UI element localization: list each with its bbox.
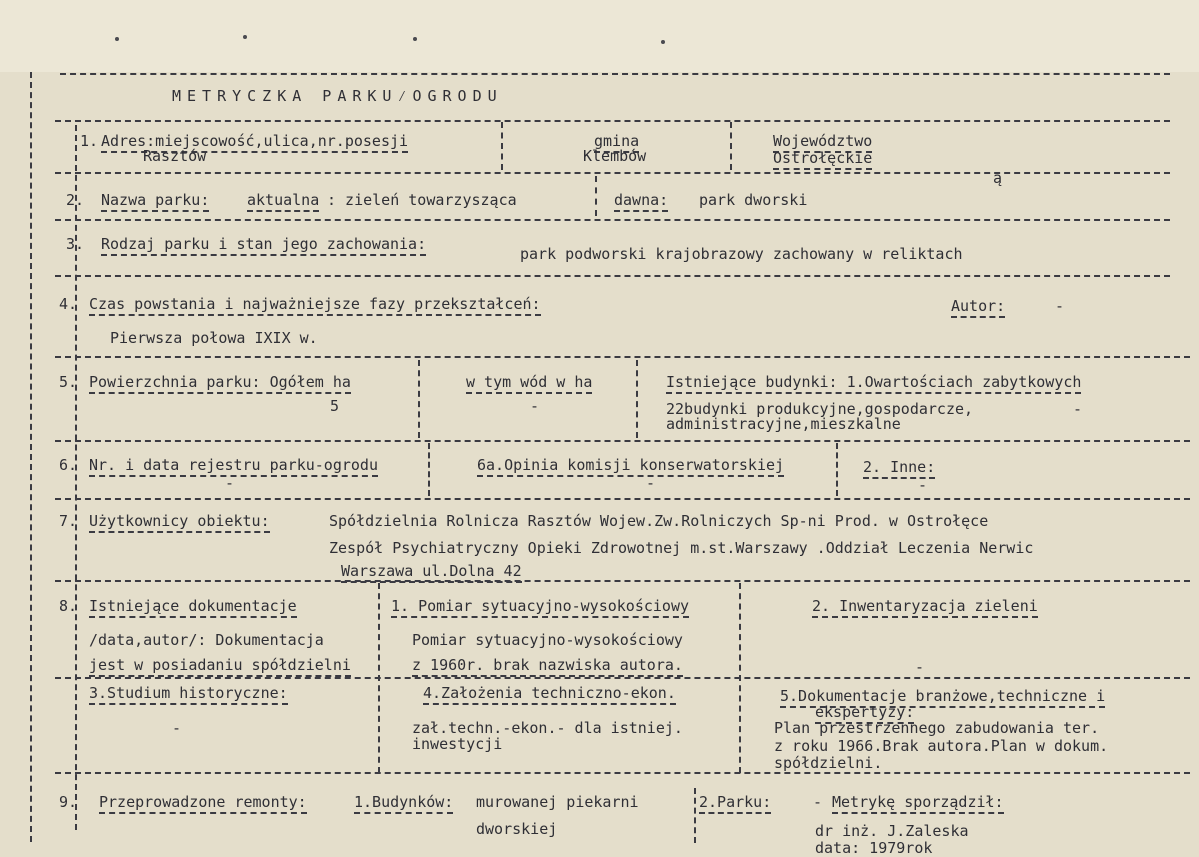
previous-card-edge [0,0,1199,72]
buildings-label: Istniejące budynki: 1.Owartościach zabytkowych [666,374,1081,390]
ruling-line [60,73,1170,75]
documentation-line-1: /data,autor/: Dokumentacja [89,631,324,649]
paper-speck [115,37,119,41]
creation-period-label: Czas powstania i najważniejsze fazy przekształceń: [89,296,541,312]
ruling-line [55,580,1190,582]
ruling-line [55,172,1170,174]
row-number: 5. [59,373,78,391]
paper-speck [413,37,417,41]
cell-divider [739,583,741,773]
other-label: 2. Inne: [863,459,935,475]
address-label: Adres:miejscowość,ulica,nr.posesji [101,133,408,149]
buildings-line-1: 22budynki produkcyjne,gospodarcze, [666,400,974,418]
cell-divider [595,176,597,216]
ruling-line [55,219,1170,221]
historical-study-value: - [172,719,182,737]
author-value: - [1055,297,1065,315]
row-number: 6. [59,456,78,474]
users-label: Użytkownicy obiektu: [89,513,270,529]
ruling-line [55,120,1170,122]
renovations-label: Przeprowadzone remonty: [99,794,307,810]
row-number: 8. [59,597,78,615]
park-area-label: Powierzchnia parku: Ogółem ha [89,374,351,390]
cell-divider [418,360,420,438]
paper-speck [243,35,247,39]
address-value: Rasztów [143,147,207,165]
conservation-opinion-value: - [646,474,656,492]
water-area-value: - [530,397,540,415]
row-number: 1. [80,132,99,150]
row-number: 7. [59,512,78,530]
users-line-2: Zespół Psychiatryczny Opieki Zdrowotnej m.st.Warszawy .Oddział Leczenia Nerwic [329,539,1034,557]
survey-label: 1. Pomiar sytuacyjno-wysokościowy [391,598,689,614]
creation-period-value: Pierwsza połowa IXIX w. [110,329,318,347]
water-area-label: w tym wód w ha [466,374,592,390]
ruling-line [55,677,1190,679]
cell-divider [378,583,380,773]
card-title: METRYCZKA PARKU⁄OGRODU [172,87,503,105]
row-number: 4. [59,295,78,313]
conservation-opinion-label: 6a.Opinia komisji konserwatorskiej [477,457,784,473]
prepared-by-date: data: 1979rok [815,839,933,857]
number-column-line [75,125,77,830]
branch-docs-label-1: 5.Dokumentacje branżowe,techniczne i [780,688,1105,704]
buildings-line-2: administracyjne,mieszkalne [666,415,901,433]
ruling-line [55,440,1190,442]
greenery-inventory-value: - [915,658,925,676]
prepared-by-dash: - [813,793,823,811]
ruling-line [55,498,1190,500]
technical-assumptions-line-2: inwestycji [412,735,503,753]
gmina-label: gmina [594,133,639,149]
users-line-1: Spółdzielnia Rolnicza Rasztów Wojew.Zw.Rolniczych Sp-ni Prod. w Ostrołęce [329,512,989,530]
cell-divider [428,443,430,496]
branch-docs-line-2: z roku 1966.Brak autora.Plan w dokum. [774,737,1109,755]
branch-docs-line-1: Plan przestrzennego zabudowania ter. [774,719,1100,737]
row-number: 9. [59,793,78,811]
technical-assumptions-label: 4.Założenia techniczno-ekon. [423,685,676,701]
author-label: Autor: [951,298,1005,314]
register-value: - [225,474,235,492]
voivodeship-label: Województwo [773,133,872,149]
survey-line-1: Pomiar sytuacyjno-wysokościowy [412,631,683,649]
users-line-3: Warszawa ul.Dolna 42 [341,563,522,579]
documentation-line-2: jest w posiadaniu spółdzielni [89,657,351,673]
cell-divider [636,360,638,438]
row-number: 3. [66,235,85,253]
renovations-buildings-value-1: murowanej piekarni [476,793,639,811]
ruling-line [55,275,1170,277]
left-margin-line [30,72,32,842]
park-name-former-value: park dworski [699,191,808,209]
other-value: - [918,476,928,494]
buildings-dash: - [1073,400,1083,418]
prepared-by-label: Metrykę sporządził: [832,794,1004,810]
park-name-current-label: aktualna [247,192,319,208]
typed-correction-mark: ą [993,169,1003,187]
prepared-by-author: dr inż. J.Zaleska [815,822,969,840]
survey-line-2: z 1960r. brak nazwiska autora. [412,657,683,673]
paper-speck [661,40,665,44]
greenery-inventory-label: 2. Inwentaryzacja zieleni [812,598,1038,614]
renovations-buildings-value-2: dworskiej [476,820,558,838]
park-name-label: Nazwa parku: [101,192,209,208]
ruling-line [55,772,1190,774]
branch-docs-line-3: spółdzielni. [774,754,883,772]
gmina-value: Klembów [583,147,647,165]
cell-divider [501,122,503,170]
technical-assumptions-line-1: zał.techn.-ekon.- dla istniej. [412,719,683,737]
branch-docs-label-2: ekspertyzy: [815,704,914,720]
ruling-line [55,356,1190,358]
park-area-value: 5 [330,397,340,415]
renovations-park-label: 2.Parku: [699,794,771,810]
voivodeship-value: Ostrołęckie [773,150,872,166]
park-name-current-value: : zieleń towarzysząca [327,191,517,209]
cell-divider [730,122,732,170]
cell-divider [694,788,696,843]
register-label: Nr. i data rejestru parku-ogrodu [89,457,378,473]
renovations-buildings-label: 1.Budynków: [354,794,453,810]
cell-divider [836,443,838,496]
park-name-former-label: dawna: [614,192,668,208]
historical-study-label: 3.Studium historyczne: [89,685,288,701]
documentation-label: Istniejące dokumentacje [89,598,297,614]
row-number: 2. [66,191,85,209]
park-type-label: Rodzaj parku i stan jego zachowania: [101,236,426,252]
park-type-value: park podworski krajobrazowy zachowany w reliktach [520,245,963,263]
